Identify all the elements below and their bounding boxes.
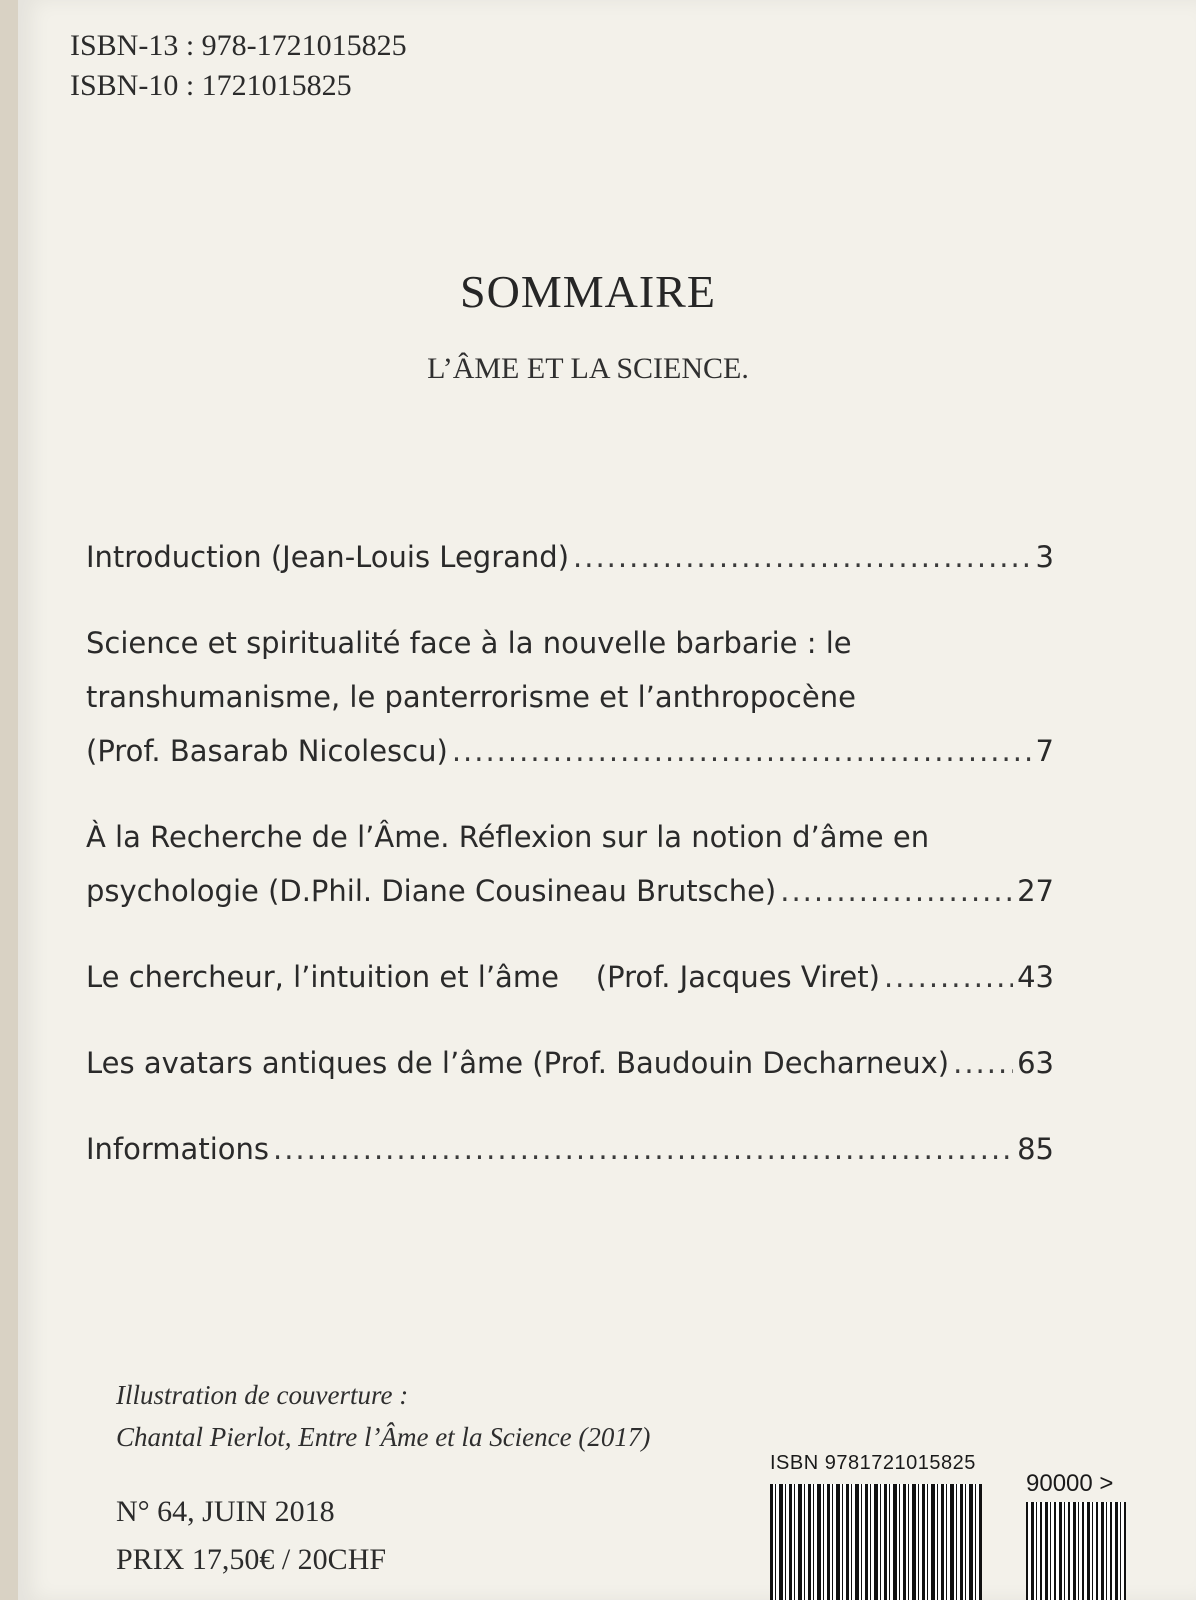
toc-page-number: 27	[1017, 874, 1054, 908]
toc-entry-title-line: transhumanisme, le panterrorisme et l’anthropocène	[86, 680, 856, 714]
barcode-icon	[770, 1484, 982, 1600]
credit-work: Chantal Pierlot, Entre l’Âme et la Science (2017)	[116, 1422, 651, 1452]
toc-page-number: 43	[1017, 960, 1054, 994]
toc-entry-title: Le chercheur, l’intuition et l’âme (Prof. Jacques Viret)	[86, 960, 880, 994]
toc-entry-author: psychologie (D.Phil. Diane Cousineau Brutsche)	[86, 874, 777, 908]
toc-entry-informations	[86, 1122, 1054, 1176]
barcode-isbn-text: ISBN 9781721015825	[770, 1452, 976, 1474]
toc-entry-introduction	[86, 530, 1054, 584]
issue-number: N° 64, JUIN 2018	[116, 1495, 335, 1528]
toc-page-number: 63	[1017, 1046, 1054, 1080]
book-back-cover	[18, 0, 1196, 1600]
page-subtitle: L’ÂME ET LA SCIENCE.	[427, 352, 749, 385]
toc-entry-chercheur	[86, 950, 1054, 1004]
dot-leader	[273, 1122, 1013, 1176]
cover-illustration-credit	[116, 1374, 650, 1458]
barcode-addon-icon	[1026, 1502, 1126, 1600]
dot-leader	[452, 724, 1032, 778]
barcode-price-code: 90000 >	[1026, 1470, 1114, 1497]
toc-entry-recherche-ame	[86, 810, 1054, 918]
isbn-10: ISBN-10 : 1721015825	[70, 69, 352, 102]
dot-leader	[884, 950, 1013, 1004]
toc-page-number: 3	[1035, 540, 1054, 574]
issue-info	[116, 1488, 386, 1584]
isbn-13: ISBN-13 : 978-1721015825	[70, 29, 407, 62]
toc-page-number: 7	[1035, 734, 1054, 768]
issue-price: PRIX 17,50€ / 20CHF	[116, 1543, 387, 1576]
toc-entry-title-line: À la Recherche de l’Âme. Réflexion sur la notion d’âme en	[86, 820, 930, 854]
toc-entry-science-spiritualite	[86, 616, 1054, 778]
toc-entry-author: (Prof. Basarab Nicolescu)	[86, 734, 448, 768]
toc-entry-title: Informations	[86, 1132, 269, 1166]
isbn-block	[70, 26, 407, 106]
dot-leader	[573, 530, 1032, 584]
toc-entry-avatars	[86, 1036, 1054, 1090]
dot-leader	[780, 864, 1013, 918]
table-of-contents	[86, 530, 1054, 1208]
toc-entry-title: Introduction (Jean-Louis Legrand)	[86, 540, 570, 574]
toc-entry-title-line: Science et spiritualité face à la nouvelle barbarie : le	[86, 626, 852, 660]
toc-page-number: 85	[1017, 1132, 1054, 1166]
dot-leader	[953, 1036, 1013, 1090]
toc-entry-title: Les avatars antiques de l’âme (Prof. Baudouin Decharneux)	[86, 1046, 950, 1080]
barcode-area	[764, 1452, 1184, 1600]
page-title: SOMMAIRE	[460, 266, 716, 317]
credit-label: Illustration de couverture :	[116, 1380, 409, 1410]
